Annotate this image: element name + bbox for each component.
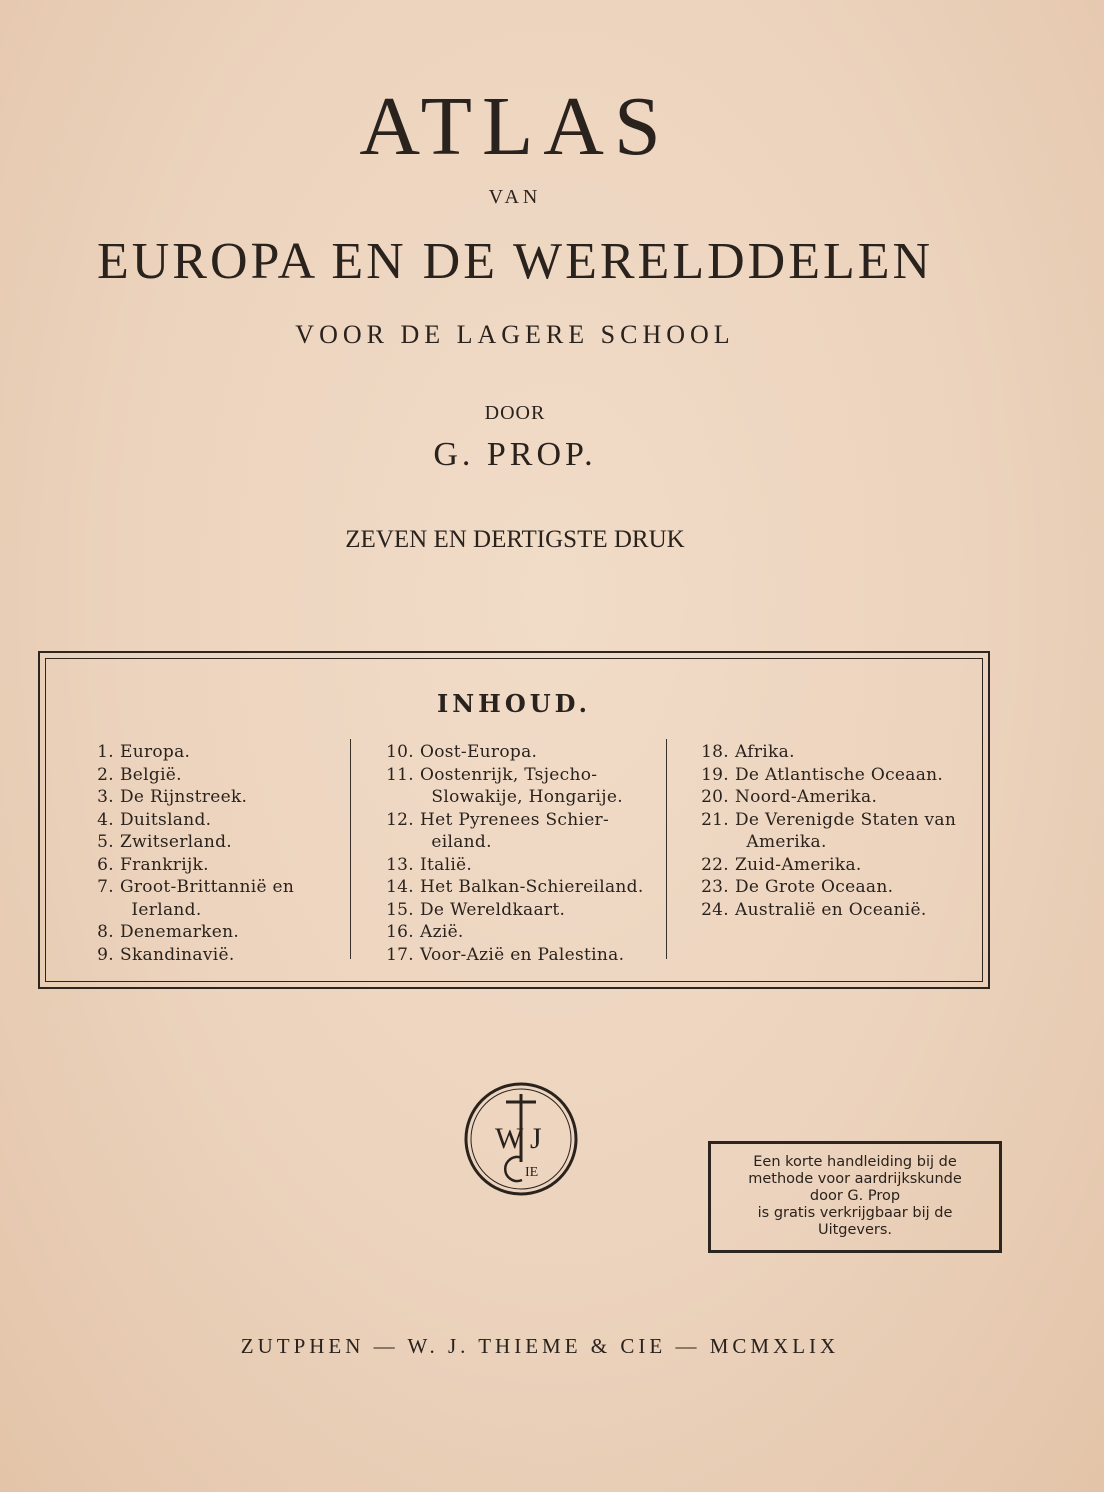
title-connector: VAN <box>488 186 542 208</box>
publisher-logo-icon <box>462 1080 580 1198</box>
contents-inner-frame <box>45 658 983 982</box>
book-subtitle: EUROPA EN DE WERELDDELEN <box>96 233 934 290</box>
edition-label: ZEVEN EN DERTIGSTE DRUK <box>345 526 685 553</box>
notice-line: Uitgevers. <box>817 1222 893 1238</box>
contents-column-2 <box>376 741 676 966</box>
list-item: 14. Het Balkan-Schiereiland. <box>386 877 644 897</box>
list-item: 6. Frankrijk. <box>97 854 209 875</box>
list-item: 11. Oostenrijk, Tsjecho- Slowakije, Hongarije. <box>386 764 623 807</box>
notice-line: door G. Prop <box>809 1188 901 1204</box>
list-item: 21. De Verenigde Staten van Amerika. <box>701 809 957 852</box>
book-title: ATLAS <box>359 80 671 173</box>
list-item: 19. De Atlantische Oceaan. <box>701 764 944 785</box>
list-item: 17. Voor-Azië en Palestina. <box>386 944 625 965</box>
notice-line: is gratis verkrijgbaar bij de <box>757 1205 953 1221</box>
by-label: DOOR <box>484 402 546 424</box>
author-name: G. PROP. <box>433 436 597 473</box>
list-item: 13. Italië. <box>386 854 473 875</box>
list-item: 23. De Grote Oceaan. <box>701 877 894 897</box>
svg-text:J: J <box>530 1122 542 1155</box>
notice-line: methode voor aardrijkskunde <box>748 1171 962 1187</box>
list-item: 10. Oost-Europa. <box>386 742 538 762</box>
list-item: 8. Denemarken. <box>97 922 240 942</box>
contents-heading: INHOUD. <box>437 689 591 718</box>
contents-box <box>38 651 990 989</box>
list-item: 5. Zwitserland. <box>97 832 232 852</box>
list-item: 1. Europa. <box>97 742 191 762</box>
list-item: 22. Zuid-Amerika. <box>701 854 862 875</box>
manual-notice-box <box>708 1141 1002 1253</box>
contents-column-3 <box>691 741 991 921</box>
list-item: 15. De Wereldkaart. <box>386 899 566 920</box>
publisher-imprint: ZUTPHEN — W. J. THIEME & CIE — MCMXLIX <box>240 1334 840 1358</box>
list-item: 2. België. <box>97 764 182 785</box>
list-item: 7. Groot-Brittannië en Ierland. <box>97 877 295 920</box>
list-item: 9. Skandinavië. <box>97 944 235 965</box>
contents-column-1 <box>82 741 352 966</box>
list-item: 3. De Rijnstreek. <box>97 787 248 807</box>
svg-text:W: W <box>495 1122 524 1155</box>
list-item: 20. Noord-Amerika. <box>701 787 878 807</box>
list-item: 18. Afrika. <box>701 742 795 762</box>
list-item: 12. Het Pyrenees Schier- eiland. <box>386 809 610 852</box>
list-item: 24. Australië en Oceanië. <box>701 899 927 920</box>
list-item: 16. Azië. <box>386 922 464 942</box>
svg-text:IE: IE <box>525 1165 539 1180</box>
school-level: VOOR DE LAGERE SCHOOL <box>295 320 735 349</box>
notice-line: Een korte handleiding bij de <box>753 1154 957 1170</box>
list-item: 4. Duitsland. <box>97 809 212 830</box>
